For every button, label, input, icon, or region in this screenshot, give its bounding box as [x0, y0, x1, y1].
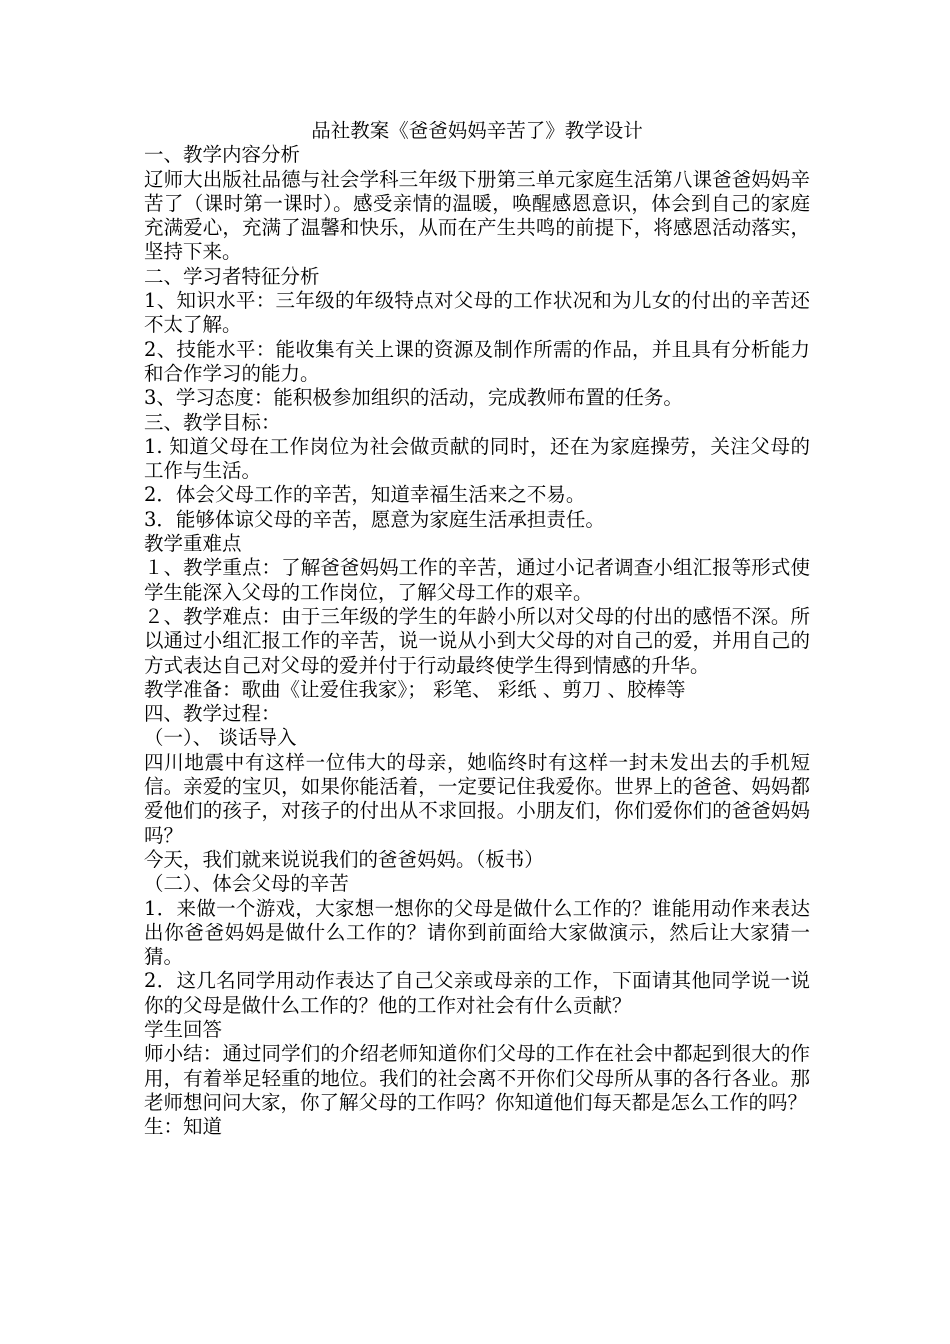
document-title: 品社教案《爸爸妈妈辛苦了》教学设计 — [311, 119, 643, 142]
paragraph-game: 1．来做一个游戏，大家想一想你的父母是做什么工作的？谁能用动作来表达出你爸爸妈妈是做什么工作的？请你到前面给大家做演示，然后让大家猜一猜。 — [144, 896, 810, 969]
paragraph-teacher-summary: 师小结：通过同学们的介绍老师知道你们父母的工作在社会中都起到很大的作用，有着举足轻重的地位。我们的社会离不开你们父母所从事的各行各业。那老师想问问大家，你了解父母的工作吗？你知道他们每天都是怎么工作的吗？ — [144, 1042, 810, 1114]
paragraph-today: 今天，我们就来说说我们的爸爸妈妈。（板书） — [144, 847, 544, 871]
paragraph-skill-level: 2、技能水平：能收集有关上课的资源及制作所需的作品，并且具有分析能力和合作学习的能力。 — [144, 337, 810, 385]
paragraph-key-point: １、教学重点：了解爸爸妈妈工作的辛苦，通过小记者调查小组汇报等形式使学生能深入父母的工作岗位，了解父母工作的艰辛。 — [144, 556, 810, 604]
document-page — [144, 119, 810, 1139]
section-heading-teaching-process: 四、教学过程： — [144, 702, 281, 726]
paragraph-learning-attitude: 3、学习态度：能积极参加组织的活动，完成教师布置的任务。 — [144, 386, 683, 410]
subheading-introduction: （一）、 谈话导入 — [144, 726, 297, 750]
paragraph-goal-1: 1. 知道父母在工作岗位为社会做贡献的同时，还在为家庭操劳，关注父母的工作与生活。 — [144, 434, 810, 483]
paragraph-earthquake-story: 四川地震中有这样一位伟大的母亲，她临终时有这样一封未发出去的手机短信。亲爱的宝贝，如果你能活着，一定要记住我爱你。世界上的爸爸、妈妈都爱他们的孩子，对孩子的付出从不求回报。小朋友们，你们爱你们的爸爸妈妈吗？ — [144, 750, 810, 847]
section-heading-teaching-goals: 三、教学目标： — [144, 410, 281, 434]
paragraph-goal-2: 2．体会父母工作的辛苦，知道幸福生活来之不易。 — [144, 483, 586, 507]
section-heading-learner-analysis: 二、学习者特征分析 — [144, 264, 320, 288]
section-heading-key-points: 教学重难点 — [144, 532, 242, 556]
paragraph-teaching-preparation: 教学准备：歌曲《让爱住我家》； 彩笔、 彩纸 、剪刀 、胶棒等 — [144, 677, 686, 701]
paragraph-knowledge-level: 1、知识水平：三年级的年级特点对父母的工作状况和为儿女的付出的辛苦还不太了解。 — [144, 289, 810, 337]
paragraph-students-share: 2．这几名同学用动作表达了自己父亲或母亲的工作，下面请其他同学说一说你的父母是做什么工作的？他的工作对社会有什么贡献？ — [144, 969, 810, 1017]
paragraph-content-analysis: 辽师大出版社品德与社会学科三年级下册第三单元家庭生活第八课爸爸妈妈辛苦了（课时第一课时）。感受亲情的温暖，唤醒感恩意识，体会到自己的家庭充满爱心，充满了温馨和快乐，从而在产生共鸣的前提下，将感恩活动落实，坚持下来。 — [144, 167, 810, 264]
section-heading-content-analysis: 一、教学内容分析 — [144, 143, 301, 167]
paragraph-difficult-point: ２、教学难点：由于三年级的学生的年龄小所以对父母的付出的感悟不深。所以通过小组汇报工作的辛苦，说一说从小到大父母的对自己的爱，并用自己的方式表达自己对父母的爱并付于行动最终使学生得到情感的升华。 — [144, 604, 810, 677]
subheading-experience-hardship: （二）、体会父母的辛苦 — [144, 872, 349, 896]
paragraph-goal-3: 3．能够体谅父母的辛苦，愿意为家庭生活承担责任。 — [144, 507, 605, 531]
paragraph-student-answer: 学生回答 — [144, 1017, 223, 1041]
paragraph-student-reply: 生：知道 — [144, 1115, 223, 1139]
